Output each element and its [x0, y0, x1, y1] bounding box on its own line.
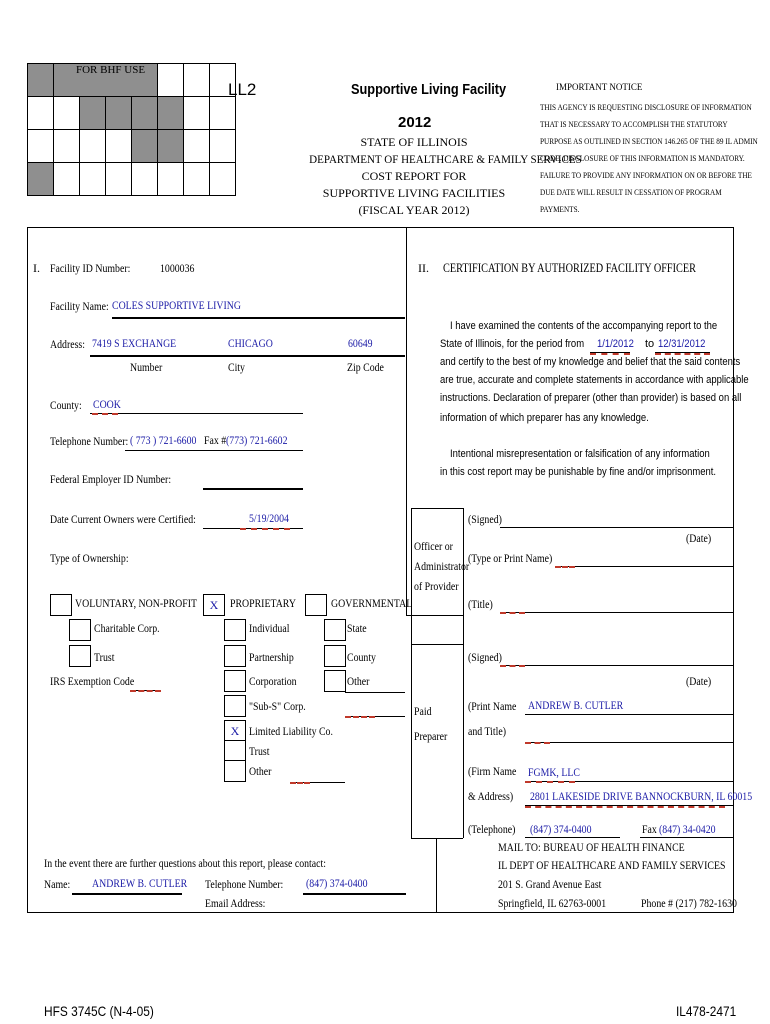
notice-line: THAT IS NECESSARY TO ACCOMPLISH THE STATUTORY	[540, 119, 728, 129]
officer-label	[414, 536, 469, 596]
irs-label: IRS Exemption Code	[50, 674, 135, 688]
irs-field[interactable]	[130, 674, 161, 691]
notice-line: THIS AGENCY IS REQUESTING DISCLOSURE OF INFORMATION	[540, 102, 752, 112]
charitable-label: Charitable Corp.	[94, 621, 160, 635]
facility-name-label: Facility Name:	[50, 299, 109, 313]
officer-date-label: (Date)	[686, 531, 712, 545]
charitable-checkbox[interactable]	[69, 619, 91, 641]
period-from: 1/1/2012	[597, 338, 634, 350]
warning-line-1: Intentional misrepresentation or falsification of any information	[450, 448, 710, 460]
preparer-name-value: ANDREW B. CUTLER	[528, 698, 624, 712]
officer-name-label: (Type or Print Name)	[468, 551, 553, 565]
facility-name-value: COLES SUPPORTIVE LIVING	[112, 298, 241, 312]
governmental-label: GOVERNMENTAL	[331, 596, 413, 610]
fax-label: Fax #	[204, 433, 227, 447]
governmental-checkbox[interactable]	[305, 594, 327, 616]
proprietary-checkbox[interactable]	[203, 594, 225, 616]
preparer-signed-field[interactable]	[500, 665, 733, 666]
other2-checkbox[interactable]	[324, 670, 346, 692]
notice-line: FAILURE TO PROVIDE ANY INFORMATION ON OR BEFORE THE	[540, 170, 752, 180]
fein-label: Federal Employer ID Number:	[50, 472, 172, 486]
mail-to-line-1: MAIL TO: BUREAU OF HEALTH FINANCE	[498, 840, 685, 854]
notice-text	[540, 99, 770, 218]
trust2-checkbox[interactable]	[224, 740, 246, 762]
agency-dept: DEPARTMENT OF HEALTHCARE & FAMILY SERVICES	[309, 152, 582, 166]
corporation-checkbox[interactable]	[224, 670, 246, 692]
preparer-phone-value: (847) 374-0400	[530, 822, 592, 836]
voluntary-checkbox[interactable]	[50, 594, 72, 616]
phone-value: ( 773 ) 721-6600	[130, 433, 197, 447]
preparer-print-name-label: (Print Name	[468, 699, 517, 713]
fein-field[interactable]	[203, 471, 303, 490]
bhf-use-label: FOR BHF USE	[76, 64, 146, 76]
corporation-label: Corporation	[249, 674, 297, 688]
officer-signed-label: (Signed)	[468, 512, 502, 526]
individual-label: Individual	[249, 621, 290, 635]
preparer-date-label: (Date)	[686, 674, 712, 688]
notice-line: PAYMENTS.	[540, 204, 580, 214]
section-2-heading: CERTIFICATION BY AUTHORIZED FACILITY OFFICER	[443, 261, 696, 275]
county-field[interactable]	[90, 397, 303, 414]
address-label: Address:	[50, 337, 85, 351]
firm-name-value: FGMK, LLC	[528, 765, 580, 779]
officer-label-line-2: Administrator	[414, 559, 470, 573]
firm-address-label: & Address)	[468, 789, 514, 803]
owners-certified-value: 5/19/2004	[249, 511, 289, 525]
contact-phone-value: (847) 374-0400	[306, 876, 368, 890]
cert-line-5: instructions. Declaration of preparer (other than provider) is based on all	[440, 392, 742, 404]
notice-title: IMPORTANT NOTICE	[556, 82, 643, 92]
preparer-fax-label: Fax	[642, 822, 657, 836]
trust-label: Trust	[94, 650, 115, 664]
period-to-label: to	[645, 338, 655, 350]
county-opt-label: County	[347, 650, 376, 664]
cert-line-1: I have examined the contents of the accompanying report to the	[450, 320, 718, 332]
partnership-label: Partnership	[249, 650, 294, 664]
sub-s-checkbox[interactable]	[224, 695, 246, 717]
other2-label: Other	[347, 674, 370, 688]
contact-phone-label: Telephone Number:	[205, 877, 284, 891]
contact-name-label: Name:	[44, 877, 71, 891]
contact-question: In the event there are further questions about this report, please contact:	[44, 856, 326, 870]
report-facilities: SUPPORTIVE LIVING FACILITIES	[322, 186, 506, 200]
form-code: LL2	[228, 80, 257, 99]
preparer-label	[414, 699, 447, 749]
zip-value: 60649	[348, 336, 373, 350]
officer-label-line-1: Officer or	[414, 539, 453, 553]
notice-line: CODE. DISCLOSURE OF THIS INFORMATION IS MANDATORY.	[540, 153, 745, 163]
preparer-phone-label: (Telephone)	[468, 822, 516, 836]
trust2-label: Trust	[249, 744, 270, 758]
form-number: HFS 3745C (N-4-05)	[44, 1003, 154, 1019]
fiscal-year: (FISCAL YEAR 2012)	[358, 203, 470, 217]
state-label: State	[347, 621, 367, 635]
officer-title-field[interactable]	[500, 612, 733, 613]
email-label: Email Address:	[205, 896, 266, 910]
preparer-signed-label: (Signed)	[468, 650, 502, 664]
llc-checkbox[interactable]	[224, 720, 246, 742]
other-checkbox[interactable]	[224, 760, 246, 782]
city-caption: City	[228, 360, 245, 374]
officer-title-label: (Title)	[468, 597, 493, 611]
section-2-number: II.	[418, 261, 429, 275]
fax-value: (773) 721-6602	[226, 433, 288, 447]
county-value: COOK	[93, 397, 121, 411]
officer-signed-field[interactable]	[500, 527, 733, 528]
report-name: COST REPORT FOR	[361, 169, 467, 183]
cert-line-2	[440, 338, 584, 350]
ownership-label: Type of Ownership:	[50, 551, 129, 565]
sub-s-label: "Sub-S" Corp.	[249, 699, 306, 713]
county-label: County:	[50, 398, 82, 412]
facility-name-field[interactable]	[112, 298, 405, 319]
cert-line-6: information of which preparer has any knowledge.	[440, 412, 649, 424]
notice-line: DUE DATE WILL RESULT IN CESSATION OF PROGRAM	[540, 187, 722, 197]
llc-label: Limited Liability Co.	[249, 724, 333, 738]
facility-id-value: 1000036	[160, 261, 195, 275]
city-value: CHICAGO	[228, 336, 273, 350]
other-label: Other	[249, 764, 272, 778]
bhf-use-grid	[27, 63, 236, 196]
form-year: 2012	[398, 114, 432, 131]
llc-mark: X	[230, 724, 240, 738]
voluntary-label: VOLUNTARY, NON-PROFIT	[75, 596, 198, 610]
proprietary-mark: X	[209, 598, 219, 612]
owners-certified-label: Date Current Owners were Certified:	[50, 512, 196, 526]
mail-to-line-4: Springfield, IL 62763-0001	[498, 896, 607, 910]
preparer-label-line-1: Paid	[414, 704, 432, 718]
warning-line-2: in this cost report may be punishable by fine and/or imprisonment.	[440, 466, 717, 478]
cert-line-3: and certify to the best of my knowledge and belief that the said contents	[440, 356, 741, 368]
street-value: 7419 S EXCHANGE	[92, 336, 177, 350]
officer-label-line-3: of Provider	[414, 579, 459, 593]
partnership-checkbox[interactable]	[224, 645, 246, 667]
facility-id-label: Facility ID Number:	[50, 261, 131, 275]
preparer-and-title-label: and Title)	[468, 724, 507, 738]
number-caption: Number	[130, 360, 163, 374]
preparer-title-field[interactable]	[525, 742, 733, 743]
county-checkbox[interactable]	[324, 645, 346, 667]
contact-name-value: ANDREW B. CUTLER	[92, 876, 188, 890]
form-title: Supportive Living Facility	[351, 81, 507, 98]
mail-to-phone: Phone # (217) 782-1630	[641, 896, 737, 910]
section-1-number: I.	[33, 261, 40, 275]
form-id: IL478-2471	[676, 1003, 737, 1019]
cert-line-2-text: State of Illinois, for the period from	[440, 338, 585, 350]
cert-line-4: are true, accurate and complete statements in accordance with applicable	[440, 374, 749, 386]
notice-line: PURPOSE AS OUTLINED IN SECTION 146.265 OF THE 89 IL ADMIN	[540, 136, 758, 146]
trust-checkbox[interactable]	[69, 645, 91, 667]
individual-checkbox[interactable]	[224, 619, 246, 641]
phone-label: Telephone Number:	[50, 434, 129, 448]
firm-name-label: (Firm Name	[468, 764, 517, 778]
preparer-phone-field[interactable]	[525, 837, 620, 838]
zip-caption: Zip Code	[347, 360, 384, 374]
preparer-name-field[interactable]	[525, 714, 733, 715]
officer-name-field[interactable]	[555, 566, 733, 567]
other-field[interactable]	[290, 766, 345, 783]
period-to: 12/31/2012	[658, 338, 706, 350]
mail-to-line-2: IL DEPT OF HEALTHCARE AND FAMILY SERVICES	[498, 858, 726, 872]
firm-address-value: 2801 LAKESIDE DRIVE BANNOCKBURN, IL 60015	[530, 789, 753, 803]
mail-to-line-3: 201 S. Grand Avenue East	[498, 877, 602, 891]
agency-state: STATE OF ILLINOIS	[360, 135, 468, 149]
preparer-fax-value: (847) 34-0420	[659, 822, 716, 836]
preparer-fax-field[interactable]	[640, 837, 733, 838]
proprietary-label: PROPRIETARY	[230, 596, 296, 610]
other2-field[interactable]	[345, 692, 405, 693]
preparer-label-line-2: Preparer	[414, 729, 448, 743]
state-checkbox[interactable]	[324, 619, 346, 641]
